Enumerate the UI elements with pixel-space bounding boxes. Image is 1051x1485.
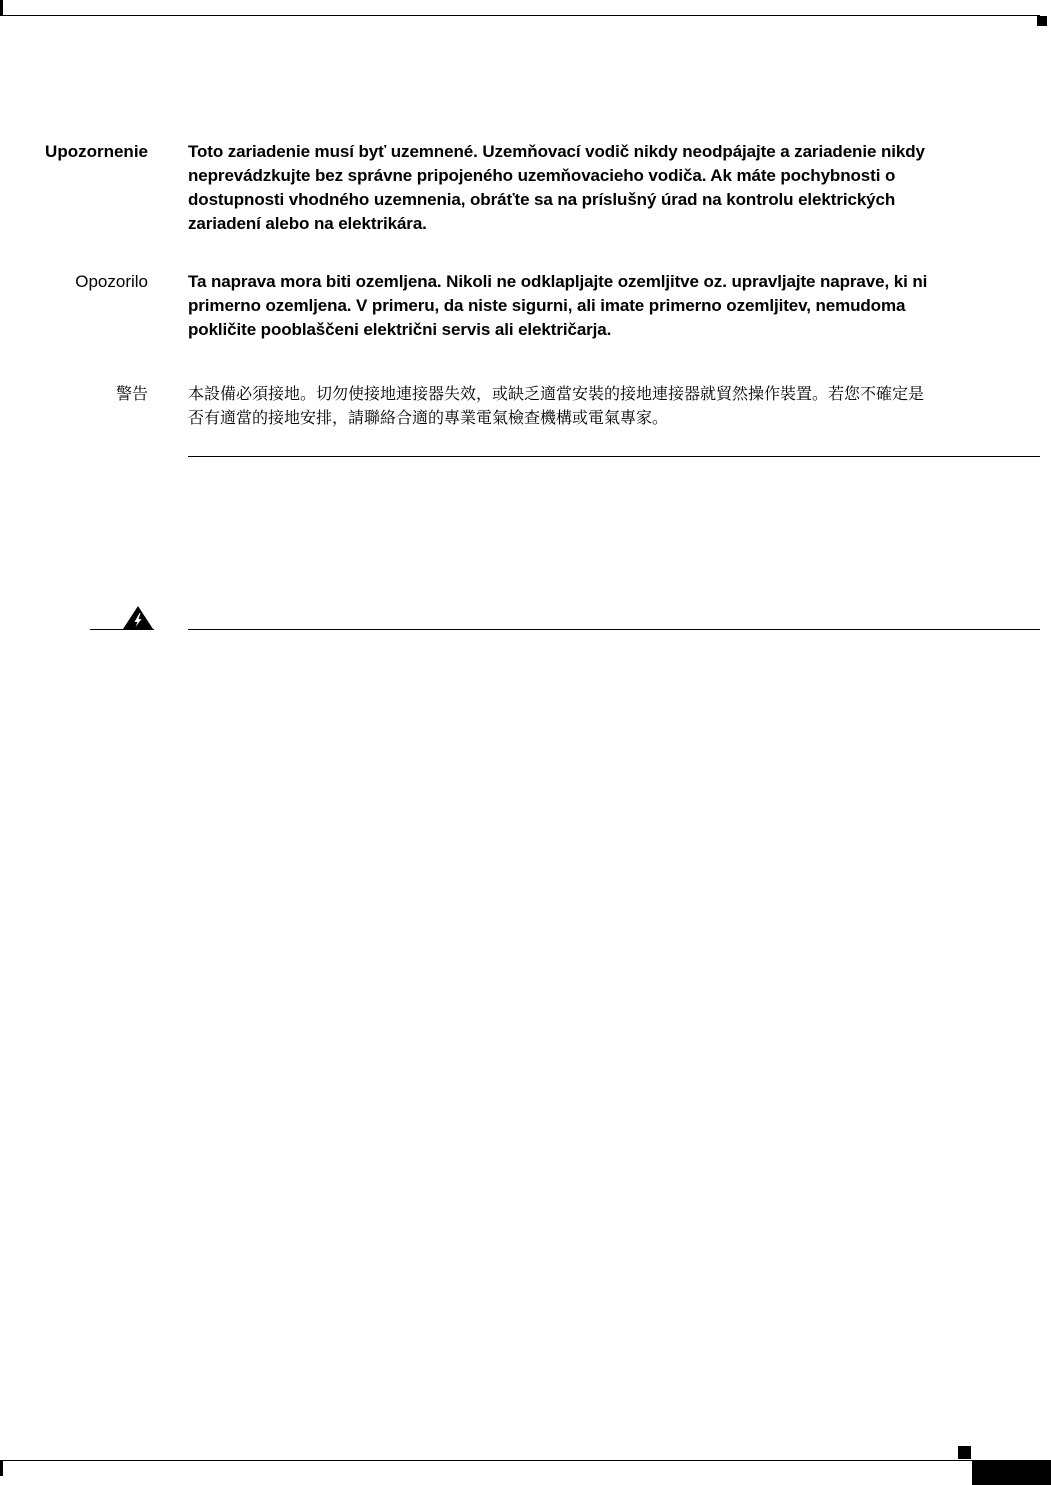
- warning-line: neprevádzkujte bez správne pripojeného uzemňovacieho vodiča. Ak máte pochybnosti o: [188, 166, 896, 185]
- warning-label-slovak: Upozornenie: [45, 142, 148, 161]
- section-divider: [188, 456, 1040, 457]
- warning-line: pokličite pooblaščeni električni servis ali električarja.: [188, 320, 612, 339]
- warning-line: primerno ozemljena. V primeru, da niste sigurni, ali imate primerno ozemljitev, nemudoma: [188, 296, 906, 315]
- warning-triangle-icon: [122, 605, 154, 630]
- footer-corner-mark: [958, 1446, 971, 1459]
- header-left-tick: [0, 0, 3, 16]
- icon-rule-right: [188, 629, 1040, 630]
- footer-rule: [0, 1460, 1051, 1461]
- warning-line: Ta naprava mora biti ozemljena. Nikoli ne odklapljajte ozemljitve oz. upravljajte naprave, ki ni: [188, 272, 928, 291]
- header-rule: [0, 15, 1040, 16]
- header-corner-mark: [1037, 16, 1047, 26]
- warning-line: zariadení alebo na elektrikára.: [188, 214, 427, 233]
- footer-left-tick: [0, 1460, 3, 1476]
- footer-page-tab: [972, 1460, 1051, 1485]
- warning-text-chinese: [188, 382, 1038, 430]
- warning-text-slovak: [188, 140, 1038, 236]
- warning-line: Toto zariadenie musí byť uzemnené. Uzemňovací vodič nikdy neodpájajte a zariadenie nikdy: [188, 142, 925, 161]
- warning-text-slovenian: [188, 270, 1038, 342]
- warning-line: dostupnosti vhodného uzemnenia, obráťte sa na príslušný úrad na kontrolu elektrických: [188, 190, 896, 209]
- warning-line: 否有適當的接地安排，請聯絡合適的專業電氣檢查機構或電氣專家。: [188, 408, 669, 427]
- warning-label-slovenian: Opozorilo: [75, 272, 148, 291]
- warning-line: 本設備必須接地。切勿使接地連接器失效，或缺乏適當安裝的接地連接器就貿然操作裝置。若您不確定是: [188, 384, 925, 403]
- icon-rule-left: [90, 629, 154, 630]
- warning-label-chinese: 警告: [115, 384, 148, 403]
